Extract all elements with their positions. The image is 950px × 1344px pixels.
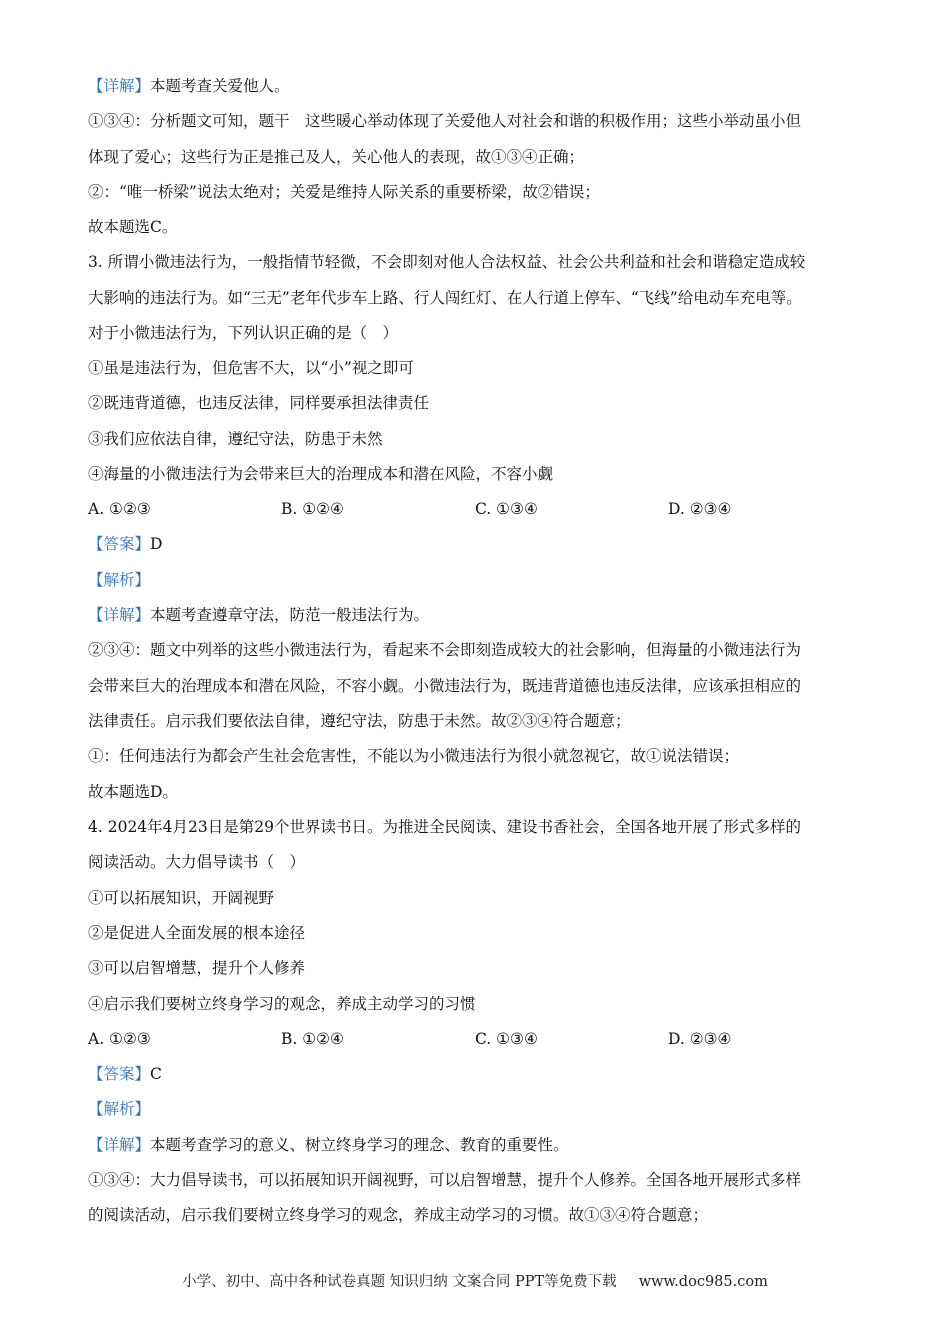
- answer-tag: 【答案】: [88, 535, 151, 553]
- text-line: ②③④：题文中列举的这些小微违法行为，看起来不会即刻造成较大的社会影响，但海量的小微违法行为: [88, 641, 802, 659]
- option-c: C. ①③④: [475, 1030, 538, 1048]
- text-line: 会带来巨大的治理成本和潜在风险，不容小觑。小微违法行为，既违背道德也违反法律，应该承担相应的: [88, 677, 802, 695]
- page-footer: [0, 1270, 950, 1291]
- question-4-stem: 4. 2024年4月23日是第29个世界读书日。为推进全民阅读、建设书香社会，全国各地开展了形式多样的: [88, 818, 801, 836]
- text-line: 故本题选C。: [88, 218, 178, 236]
- statement-2: ②既违背道德，也违反法律，同样要承担法律责任: [88, 394, 430, 412]
- statement-1: ①可以拓展知识，开阔视野: [88, 889, 275, 907]
- answer-line: [88, 534, 162, 554]
- question-3-stem: 对于小微违法行为，下列认识正确的是（ ）: [88, 324, 399, 342]
- option-b: B. ①②④: [281, 1030, 344, 1048]
- text-line: 体现了爱心；这些行为正是推己及人，关心他人的表现，故①③④正确；: [88, 148, 585, 166]
- text: 本题考查关爱他人。: [150, 77, 290, 95]
- footer-text: 小学、初中、高中各种试卷真题 知识归纳 文案合同 PPT等免费下载: [182, 1274, 617, 1290]
- answer-value: D: [150, 535, 163, 553]
- answer-tag: 【答案】: [88, 1065, 151, 1083]
- analysis-line: [88, 1099, 150, 1119]
- statement-3: ③我们应依法自律，遵纪守法，防患于未然: [88, 430, 383, 448]
- text-line: ①③④：分析题文可知，题干 这些暖心举动体现了关爱他人对社会和谐的积极作用；这些小举动虽小但: [88, 112, 802, 130]
- question-3-stem: 大影响的违法行为。如“三无”老年代步车上路、行人闯红灯、在人行道上停车、“飞线”给电动车充电等。: [88, 289, 802, 307]
- footer-url-link[interactable]: www.doc985.com: [638, 1274, 768, 1290]
- answer-line: [88, 1064, 162, 1084]
- detail-tag: 【详解】: [88, 77, 151, 95]
- option-a: A. ①②③: [88, 1030, 151, 1048]
- detail-tag: 【详解】: [88, 1136, 151, 1154]
- analysis-tag: 【解析】: [88, 1100, 151, 1118]
- text-line: 法律责任。启示我们要依法自律，遵纪守法，防患于未然。故②③④符合题意；: [88, 712, 631, 730]
- detail-line: [88, 605, 429, 625]
- question-4-stem: 阅读活动。大力倡导读书（ ）: [88, 853, 306, 871]
- statement-4: ④启示我们要树立终身学习的观念，养成主动学习的习惯: [88, 995, 476, 1013]
- detail-line: [88, 1135, 569, 1155]
- statement-4: ④海量的小微违法行为会带来巨大的治理成本和潜在风险，不容小觑: [88, 465, 554, 483]
- question-3-stem: 3. 所谓小微违法行为，一般指情节轻微，不会即刻对他人合法权益、社会公共利益和社会和谐稳定造成较: [88, 253, 806, 271]
- option-d: D. ②③④: [668, 500, 732, 518]
- text-line: ②：“唯一桥梁”说法太绝对；关爱是维持人际关系的重要桥梁，故②错误；: [88, 183, 600, 201]
- detail-line: [88, 76, 290, 96]
- analysis-line: [88, 570, 150, 590]
- text: 本题考查遵章守法，防范一般违法行为。: [150, 606, 430, 624]
- option-d: D. ②③④: [668, 1030, 732, 1048]
- option-b: B. ①②④: [281, 500, 344, 518]
- text: 本题考查学习的意义、树立终身学习的理念、教育的重要性。: [150, 1136, 569, 1154]
- analysis-tag: 【解析】: [88, 571, 151, 589]
- text-line: ①③④：大力倡导读书，可以拓展知识开阔视野，可以启智增慧，提升个人修养。全国各地开展形式多样: [88, 1171, 802, 1189]
- statement-1: ①虽是违法行为，但危害不大，以“小”视之即可: [88, 359, 414, 377]
- text-line: 故本题选D。: [88, 783, 178, 801]
- option-a: A. ①②③: [88, 500, 151, 518]
- text-line: 的阅读活动，启示我们要树立终身学习的观念，养成主动学习的习惯。故①③④符合题意；: [88, 1206, 709, 1224]
- option-c: C. ①③④: [475, 500, 538, 518]
- answer-value: C: [150, 1065, 162, 1083]
- statement-2: ②是促进人全面发展的根本途径: [88, 924, 306, 942]
- text-line: ①：任何违法行为都会产生社会危害性，不能以为小微违法行为很小就忽视它，故①说法错误；: [88, 747, 740, 765]
- statement-3: ③可以启智增慧，提升个人修养: [88, 959, 306, 977]
- detail-tag: 【详解】: [88, 606, 151, 624]
